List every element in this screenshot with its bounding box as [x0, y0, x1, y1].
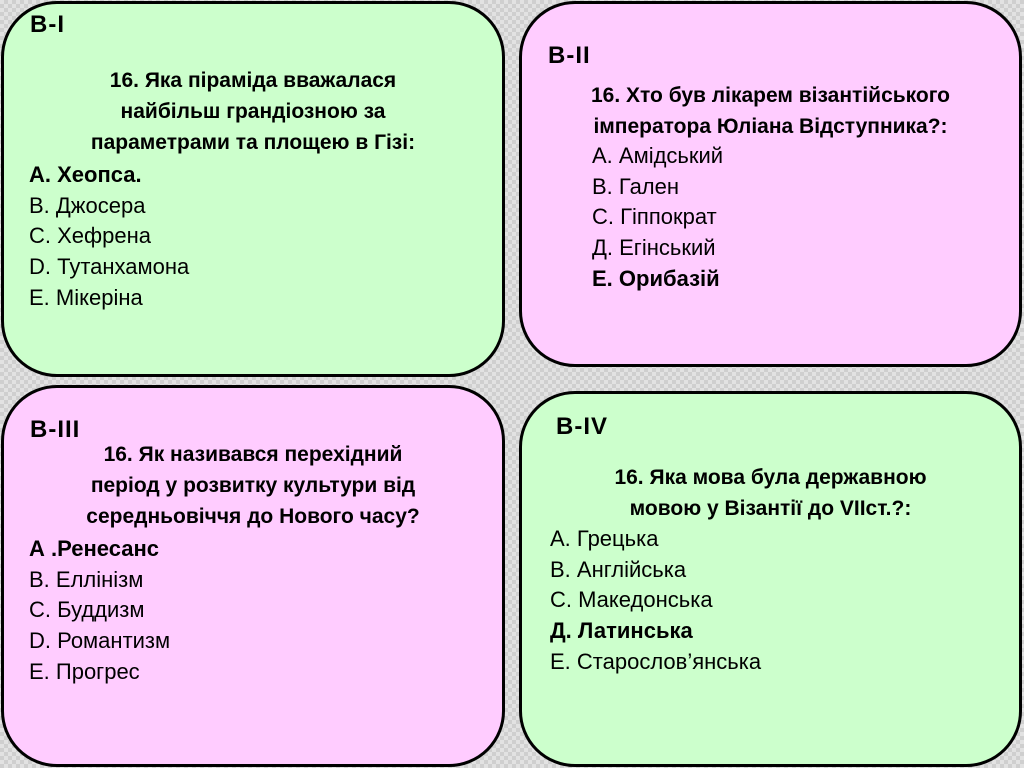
question-line: 16. Яка піраміда вважалася [109, 69, 397, 92]
answer-option-b: В. Гален [592, 173, 680, 199]
answer-option-b: В. Еллінізм [29, 566, 144, 592]
answer-option-a: А. Хеопса. [29, 162, 142, 187]
question-line: імператора Юліана Відступника?: [593, 115, 948, 138]
answer-option-d: Д. Егінський [592, 235, 716, 261]
answer-option-c: С. Македонська [550, 587, 713, 613]
quiz-card-variant-3 [1, 385, 505, 767]
answer-option-a: А. Грецька [550, 526, 659, 551]
variant-label: В-І [30, 11, 65, 38]
question-text [522, 462, 1019, 524]
answer-option-a: А .Ренесанс [29, 536, 159, 561]
answer-option-d: D. Тутанхамона [29, 254, 190, 280]
answer-option-e: Е. Старослов’янська [550, 648, 762, 674]
variant-label: В-ІІ [548, 42, 591, 69]
question-line: 16. Хто був лікарем візантійського [590, 84, 951, 107]
question-line: параметрами та площею в Гізі: [90, 131, 416, 154]
answer-option-c: С. Хефрена [29, 223, 151, 249]
answer-option-e: Е. Орибазій [592, 265, 720, 291]
answer-options [29, 534, 170, 688]
answer-option-e: Е. Прогрес [29, 658, 140, 684]
answer-option-c: С. Буддизм [29, 597, 145, 623]
quiz-card-variant-4 [519, 391, 1022, 767]
answer-option-b: В. Джосера [29, 192, 146, 218]
answer-option-d: Д. Латинська [550, 618, 693, 644]
answer-option-c: С. Гіппократ [592, 204, 717, 230]
question-text [4, 439, 502, 532]
variant-label: В-ІV [556, 413, 608, 440]
question-line: 16. Яка мова була державною [614, 466, 927, 489]
question-line: період у розвитку культури від [90, 474, 416, 497]
question-line: 16. Як називався перехідний [103, 443, 403, 466]
variant-label: В-ІІІ [30, 416, 81, 443]
question-line: найбільш грандіозною за [120, 100, 386, 123]
question-line: середньовіччя до Нового часу? [86, 505, 420, 528]
answer-options [29, 160, 189, 314]
answer-option-e: Е. Мікеріна [29, 284, 143, 310]
quiz-card-variant-1 [1, 1, 505, 377]
answer-option-a: А. Амідський [592, 143, 724, 168]
answer-option-d: D. Романтизм [29, 628, 171, 654]
question-text [522, 80, 1019, 142]
question-text [4, 65, 502, 158]
question-line: мовою у Візантії до VІІст.?: [629, 497, 912, 520]
answer-option-b: В. Англійська [550, 556, 687, 582]
answer-options [592, 141, 723, 295]
quiz-card-variant-2 [519, 1, 1022, 367]
answer-options [550, 524, 761, 678]
